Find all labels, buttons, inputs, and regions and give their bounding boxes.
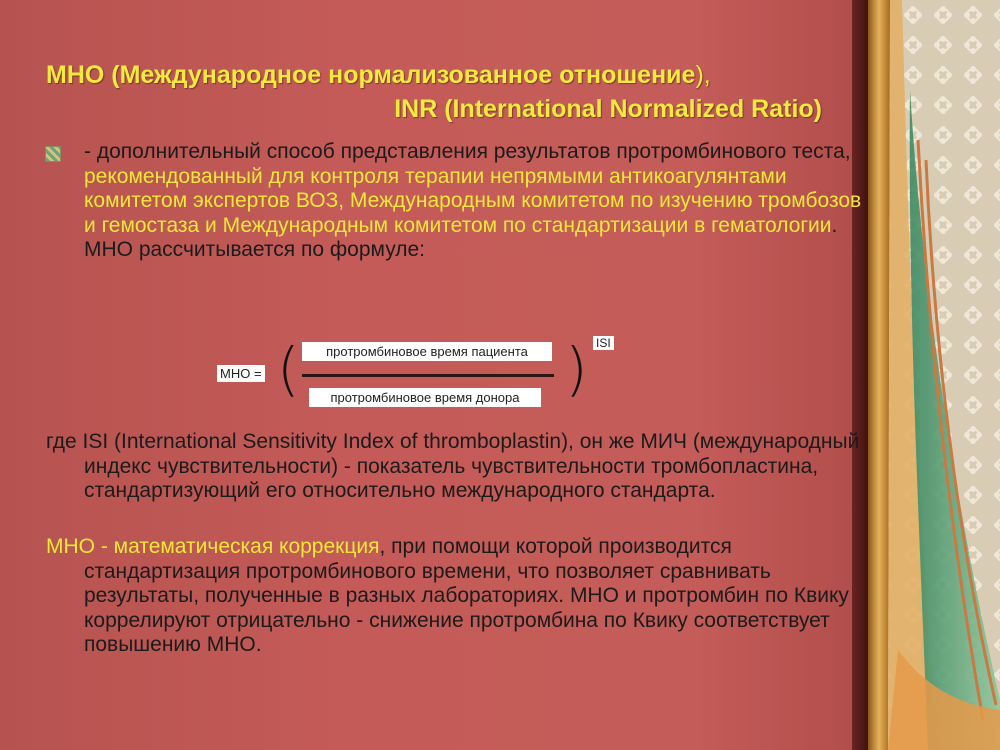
formula-exponent: ISI [593,336,614,350]
formula-left-paren: ( [277,335,300,403]
paragraph-definition [84,140,864,263]
para1-highlight: рекомендованный для контроля терапии непрямыми антикоагулянтами комитетом экспертов ВОЗ, Международным комитетом по изучению тромбозов и гемостаза и Международным комитетом по стандартизации в гематологии [84,164,862,237]
paragraph-correction [46,535,874,658]
para1-text-end: . МНО рассчитывается по формуле: [84,213,838,261]
bullet-icon [45,146,61,162]
slide-title [46,58,836,126]
decorative-pattern [868,0,1000,750]
para3-highlight: МНО - математическая коррекция [46,535,380,558]
paragraph-isi: где ISI (International Sensitivity Index of thromboplastin), он же МИЧ (международный индекс чувствительности) - показатель чувствительности тромбопластина, стандартизующий его относительно международного стандарта. [46,430,860,502]
title-line-1-tail: ), [695,61,711,89]
title-line-2: INR (International Normalized Ratio) [394,95,822,123]
formula-label: МНО = [217,365,265,382]
para3-text: , при помощи которой производится стандартизация протромбинового времени, что позволяет сравнивать результаты, полученные в разных лабораториях. МНО и протромбин по Квику коррелируют отрицательно - снижение протромбина по Квику соответствует повышению МНО. [84,535,849,656]
para1-text-start: - дополнительный способ представления результатов протромбинового теста, [84,140,851,163]
title-line-1 [46,58,836,92]
decorative-side-panel [868,0,1000,750]
inr-formula [217,332,627,410]
formula-numerator: протромбиновое время пациента [302,342,552,361]
formula-denominator: протромбиновое время донора [309,388,541,407]
formula-fraction-line [302,374,554,377]
title-line-1-main: МНО (Международное нормализованное отношение [46,61,696,89]
formula-right-paren: ) [565,335,588,403]
